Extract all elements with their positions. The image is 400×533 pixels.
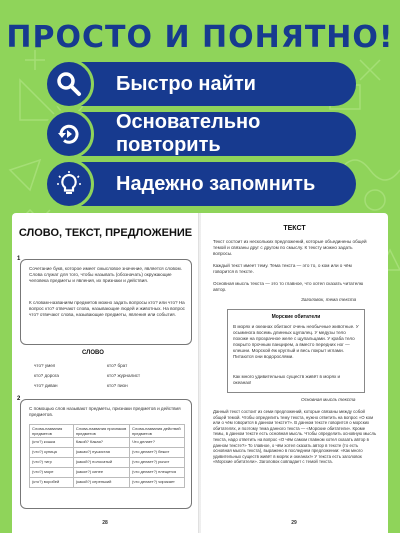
left-page-title: СЛОВО, ТЕКСТ, ПРЕДЛОЖЕНИЕ xyxy=(18,227,193,239)
table-cell: (кто?) воробей xyxy=(30,478,74,488)
feature-repeat xyxy=(50,112,356,156)
page-number: 28 xyxy=(102,520,108,526)
table-cell: (что?) куница xyxy=(30,448,74,458)
table-cell: (что делает?) бежит xyxy=(130,448,185,458)
word-pair: кто? брат xyxy=(107,363,128,368)
table-cell: (что?) море xyxy=(30,468,74,478)
example-text: В морях и океанах обитают очень необычные животные. У осьминога восемь длинных щупалец. У медузы тело похоже на прозрачное желе с щупальцами. У краба тело покрыто прочным панцирем, а вместо передних ног — клешни. Морской ёж круглый и весь покрыт иглами. Питаются они водорослями. xyxy=(233,324,359,359)
feature-label: Быстро найти xyxy=(116,72,256,95)
rule-number: 2 xyxy=(17,396,21,402)
table-cell: (какая?) пушистая xyxy=(73,448,129,458)
refresh-icon xyxy=(44,109,94,159)
feature-label: Основательно повторить xyxy=(116,111,261,156)
word-table xyxy=(29,424,185,488)
paragraph: Основная мысль текста — это то главное, что хотел сказать читателю автор. xyxy=(213,281,364,292)
rule-box-2 xyxy=(17,396,192,509)
section-label: СЛОВО xyxy=(82,350,104,356)
table-cell: (кто?) кошка xyxy=(30,438,74,448)
table-header: Слова-названия признаков предметов xyxy=(73,425,129,438)
table-header: Слова-названия действий предметов xyxy=(130,425,185,438)
example-text-box xyxy=(227,309,365,393)
feature-remember xyxy=(50,162,356,206)
page-number: 29 xyxy=(291,520,297,526)
table-cell: (какой?) полосатый xyxy=(73,458,129,468)
annotation-caption: Заголовок, тема текста xyxy=(301,297,357,302)
search-icon xyxy=(44,59,94,109)
book-spread xyxy=(12,213,388,533)
word-pair: кто? журналист xyxy=(107,373,141,378)
lightbulb-icon xyxy=(44,159,94,209)
right-page-title: ТЕКСТ xyxy=(283,225,306,232)
word-pair: кто? пион xyxy=(107,383,128,388)
word-pair: кто? дорога xyxy=(34,373,59,378)
table-cell: (что?) тигр xyxy=(30,458,74,468)
example-title: Морские обитатели xyxy=(271,314,321,320)
table-cell: (что делает?) плещется xyxy=(130,468,185,478)
feature-label: Надежно запомнить xyxy=(116,172,316,195)
annotation-caption: Основная мысль текста xyxy=(301,397,356,402)
rule-text: К словам-названиям предметов можно задать вопросы кто? или что? На вопрос кто? отвечают слова, называющие людей и животных. На вопрос что? отвечают слова, называющие предметы, явления или события. xyxy=(29,300,185,317)
feature-find xyxy=(50,62,356,106)
paragraph: Текст состоит из нескольких предложений, которые объединены общей темой и связаны друг с другом по смыслу. К тексту можно задать вопросы. xyxy=(213,239,367,256)
word-pair: что? умел xyxy=(34,363,56,368)
headline: ПРОСТО И ПОНЯТНО! xyxy=(6,20,394,55)
rule-text: Сочетание букв, которое имеет смысловое значение, является словом. Слова служат для того, чтобы называть (обозначать) окружающие человека предметы и явления, их признаки и действия. xyxy=(29,266,182,283)
word-pair: что? диван xyxy=(34,383,58,388)
example-text: Как много удивительных существ живёт в морях и океанах! xyxy=(233,374,341,385)
table-cell: (какой?) серенький xyxy=(73,478,129,488)
paragraph: Данный текст состоит из семи предложений, которые связаны между собой общей темой. Чтобы определить тему текста, нужно ответить на вопрос «О ком или о чём говорится в данном тексте?». В данном тексте говорится о морских обитателях, и поэтому тема данного текста — «Морские обитатели». Кроме темы, в данном тексте есть основная мысль. Чтобы определить основную мысль текста, надо ответить на вопрос «О чём самом главном хотел сказать автор в данном тексте?» То главное, о чём хотел сказать автор в тексте (то есть основная мысль текста), выражено в последнем предложении: «Как много удивительных существ живёт в морях и океанах!» У текста есть заголовок «Морские обитатели». Заголовок совпадает с темой текста. xyxy=(213,409,377,465)
table-cell: (что делает?) чирикает xyxy=(130,478,185,488)
table-cell: Какой? Какая? xyxy=(73,438,129,448)
rule-text: С помощью слов называют предметы, признаки предметов и действия предметов. xyxy=(29,406,181,417)
rule-box-1 xyxy=(17,256,192,345)
paragraph: Каждый текст имеет тему. Тема текста — это то, о ком или о чём говорится в тексте. xyxy=(213,263,352,274)
right-page xyxy=(201,213,388,533)
table-cell: Что делает? xyxy=(130,438,185,448)
table-cell: (какое?) синее xyxy=(73,468,129,478)
table-cell: (что делает?) рычит xyxy=(130,458,185,468)
table-header: Слова-названия предметов xyxy=(30,425,74,438)
rule-number: 1 xyxy=(17,256,21,262)
left-page xyxy=(12,213,199,533)
